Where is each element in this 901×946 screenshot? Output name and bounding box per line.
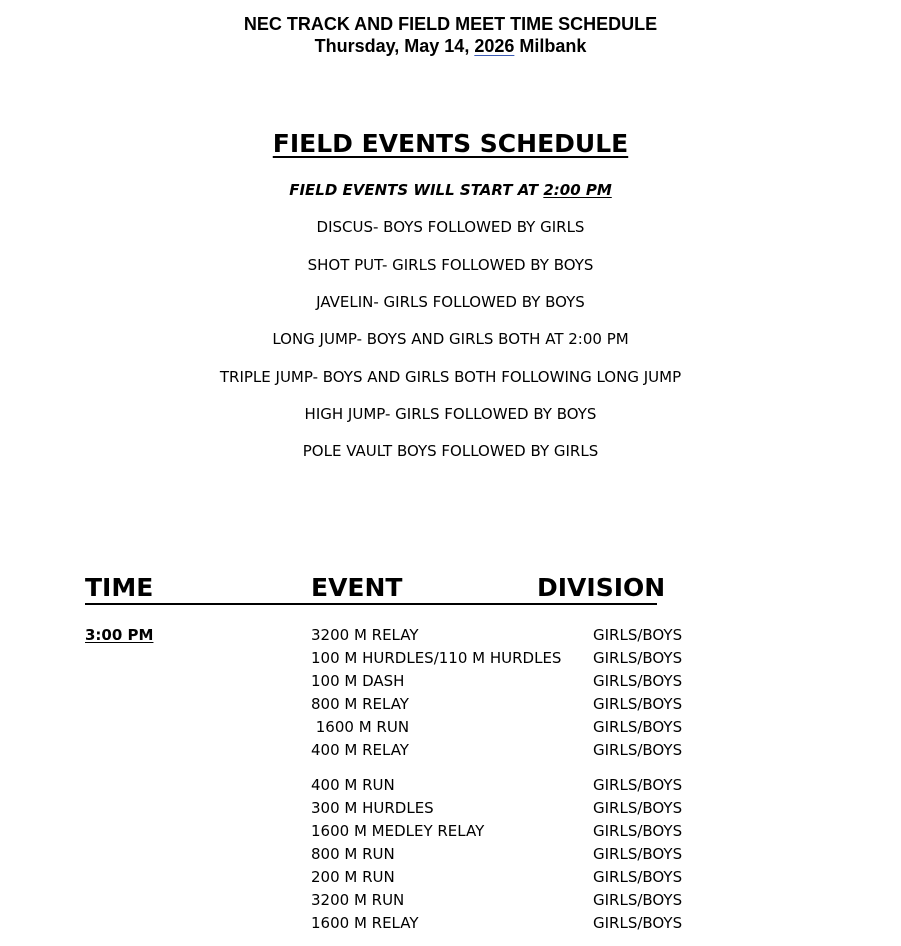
- event-name: 800 M RELAY: [311, 695, 409, 713]
- event-division: GIRLS/BOYS: [593, 626, 683, 644]
- field-events-start-note: [0, 179, 901, 201]
- column-header-division: DIVISION: [537, 573, 666, 602]
- event-name: 3200 M RELAY: [311, 626, 419, 644]
- column-header-time: TIME: [85, 573, 154, 602]
- event-name: 400 M RELAY: [311, 741, 409, 759]
- event-name: 1600 M RELAY: [311, 914, 419, 932]
- field-event-javelin: JAVELIN- GIRLS FOLLOWED BY BOYS: [316, 293, 585, 311]
- event-division: GIRLS/BOYS: [593, 845, 683, 863]
- header-divider: [85, 603, 657, 605]
- field-event-high-jump: HIGH JUMP- GIRLS FOLLOWED BY BOYS: [304, 405, 597, 423]
- field-event-shot-put: SHOT PUT- GIRLS FOLLOWED BY BOYS: [307, 256, 594, 274]
- event-division: GIRLS/BOYS: [593, 695, 683, 713]
- field-event-long-jump: LONG JUMP- BOYS AND GIRLS BOTH AT 2:00 PM: [272, 330, 629, 348]
- event-division: GIRLS/BOYS: [593, 822, 683, 840]
- event-division: GIRLS/BOYS: [593, 799, 683, 817]
- field-event-triple-jump: TRIPLE JUMP- BOYS AND GIRLS BOTH FOLLOWING LONG JUMP: [219, 368, 682, 386]
- event-division: GIRLS/BOYS: [593, 718, 683, 736]
- event-division: GIRLS/BOYS: [593, 914, 683, 932]
- event-division: GIRLS/BOYS: [593, 776, 683, 794]
- event-division: GIRLS/BOYS: [593, 891, 683, 909]
- field-events-start-prefix: FIELD EVENTS WILL START AT: [289, 181, 544, 199]
- event-name: 1600 M RUN: [311, 718, 410, 736]
- event-division: GIRLS/BOYS: [593, 741, 683, 759]
- event-name: 1600 M MEDLEY RELAY: [311, 822, 485, 840]
- column-header-event: EVENT: [311, 573, 403, 602]
- event-division: GIRLS/BOYS: [593, 672, 683, 690]
- field-event-pole-vault: POLE VAULT BOYS FOLLOWED BY GIRLS: [302, 442, 599, 460]
- event-name: 100 M HURDLES/110 M HURDLES: [311, 649, 562, 667]
- meet-date-location: [0, 35, 901, 57]
- event-name: 3200 M RUN: [311, 891, 405, 909]
- field-events-start-time: 2:00 PM: [543, 181, 612, 199]
- event-division: GIRLS/BOYS: [593, 649, 683, 667]
- field-event-discus: DISCUS- BOYS FOLLOWED BY GIRLS: [316, 218, 585, 236]
- event-name: 100 M DASH: [311, 672, 405, 690]
- field-events-title: FIELD EVENTS SCHEDULE: [272, 129, 629, 158]
- event-name: 800 M RUN: [311, 845, 395, 863]
- event-name: 200 M RUN: [311, 868, 395, 886]
- meet-location: Milbank: [514, 36, 587, 56]
- event-name: 400 M RUN: [311, 776, 395, 794]
- event-division: GIRLS/BOYS: [593, 868, 683, 886]
- meet-year: 2026: [474, 36, 515, 56]
- meet-date: Thursday, May 14,: [314, 36, 475, 56]
- event-name: 300 M HURDLES: [311, 799, 434, 817]
- track-start-time: 3:00 PM: [85, 626, 154, 644]
- document-title: NEC TRACK AND FIELD MEET TIME SCHEDULE: [243, 14, 658, 34]
